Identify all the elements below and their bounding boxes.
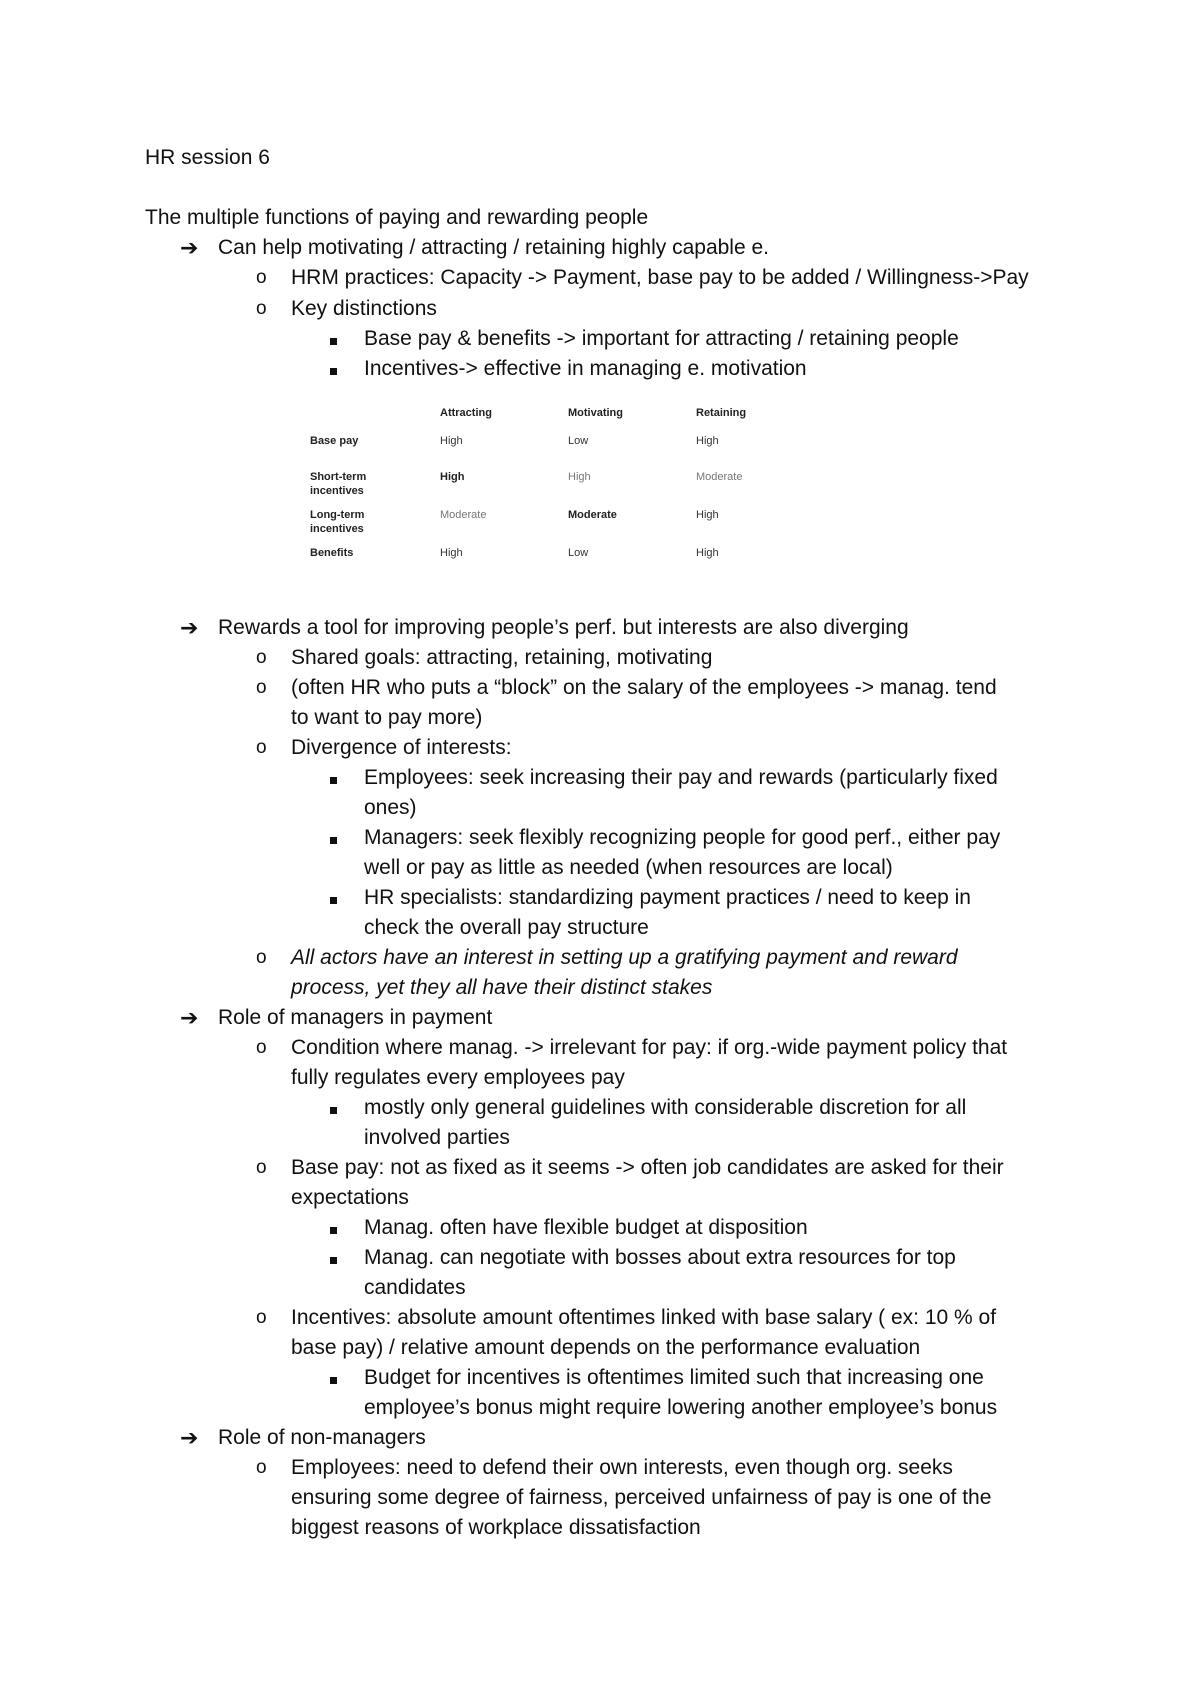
circle-bullet-icon: o (256, 947, 267, 968)
square-bullet-icon (330, 763, 337, 793)
list-item: HRM practices: Capacity -> Payment, base pay to be added / Willingness->Pay (291, 266, 1029, 289)
circle-bullet-icon: o (256, 737, 267, 758)
arrow-bullet-icon: ➔ (180, 615, 199, 640)
list-item: Base pay: not as fixed as it seems -> often job candidates are asked for their (291, 1156, 1004, 1179)
circle-bullet-icon: o (256, 267, 267, 288)
table-cell: Low (568, 435, 589, 447)
rewards-table-image (300, 398, 770, 570)
table-cell: High (440, 435, 463, 447)
table-cell: Moderate (568, 509, 617, 521)
circle-bullet-icon: o (256, 1307, 267, 1328)
square-bullet-icon (330, 883, 337, 913)
table-row-label: Benefits (310, 547, 354, 559)
list-item: ones) (364, 796, 417, 819)
table-row-label: Long-term incentives (310, 509, 365, 535)
list-item: Employees: seek increasing their pay and rewards (particularly fixed (364, 766, 998, 789)
document-title: HR session 6 (145, 146, 270, 169)
list-item: process, yet they all have their distinct stakes (291, 976, 713, 999)
list-item: check the overall pay structure (364, 916, 649, 939)
arrow-bullet-icon: ➔ (180, 235, 199, 260)
table-cell: High (440, 471, 465, 483)
table-header: Motivating (568, 407, 623, 419)
table-row-label: Short-term incentives (310, 471, 367, 497)
table-cell: High (696, 435, 719, 447)
list-item: expectations (291, 1186, 409, 1209)
list-item: (often HR who puts a “block” on the salary of the employees -> manag. tend (291, 676, 997, 699)
square-bullet-icon (330, 1363, 337, 1393)
list-item: Condition where manag. -> irrelevant for pay: if org.-wide payment policy that (291, 1036, 1008, 1059)
list-item: mostly only general guidelines with considerable discretion for all (364, 1096, 967, 1119)
list-item: Key distinctions (291, 297, 437, 320)
list-item: base pay) / relative amount depends on the performance evaluation (291, 1336, 921, 1359)
table-cell: High (440, 547, 463, 559)
list-item: candidates (364, 1276, 466, 1299)
list-item: biggest reasons of workplace dissatisfaction (291, 1516, 701, 1539)
circle-bullet-icon: o (256, 647, 267, 668)
square-bullet-icon (330, 1213, 337, 1243)
table-cell: High (696, 547, 719, 559)
table-header: Attracting (440, 407, 492, 419)
list-item: Employees: need to defend their own interests, even though org. seeks (291, 1456, 953, 1479)
list-item: Role of managers in payment (218, 1006, 493, 1029)
list-item: employee’s bonus might require lowering another employee’s bonus (364, 1396, 998, 1419)
list-item: Divergence of interests: (291, 736, 512, 759)
square-bullet-icon (330, 324, 337, 354)
circle-bullet-icon: o (256, 298, 267, 319)
list-item: fully regulates every employees pay (291, 1066, 625, 1089)
table-cell: High (568, 471, 591, 483)
table-cell: High (696, 509, 719, 521)
circle-bullet-icon: o (256, 1457, 267, 1478)
list-item: ensuring some degree of fairness, perceived unfairness of pay is one of the (291, 1486, 992, 1509)
list-item: Base pay & benefits -> important for attracting / retaining people (364, 327, 959, 350)
list-item: Incentives-> effective in managing e. motivation (364, 357, 807, 380)
list-item: All actors have an interest in setting up a gratifying payment and reward (291, 946, 958, 969)
section-heading: The multiple functions of paying and rewarding people (145, 206, 649, 229)
table-header: Retaining (696, 407, 747, 419)
list-item: involved parties (364, 1126, 510, 1149)
list-item: Role of non-managers (218, 1426, 426, 1449)
square-bullet-icon (330, 1093, 337, 1123)
list-item: Managers: seek flexibly recognizing people for good perf., either pay (364, 826, 1001, 849)
list-item: Can help motivating / attracting / retaining highly capable e. (218, 236, 769, 259)
circle-bullet-icon: o (256, 1157, 267, 1178)
list-item: HR specialists: standardizing payment practices / need to keep in (364, 886, 971, 909)
table-cell: Moderate (696, 471, 743, 483)
list-item: Manag. can negotiate with bosses about extra resources for top (364, 1246, 956, 1269)
table-cell: Low (568, 547, 589, 559)
square-bullet-icon (330, 823, 337, 853)
list-item: Incentives: absolute amount oftentimes linked with base salary ( ex: 10 % of (291, 1306, 997, 1329)
list-item: Budget for incentives is oftentimes limited such that increasing one (364, 1366, 984, 1389)
list-item: well or pay as little as needed (when resources are local) (364, 856, 893, 879)
square-bullet-icon (330, 1243, 337, 1273)
arrow-bullet-icon: ➔ (180, 1005, 199, 1030)
table-cell: Moderate (440, 509, 487, 521)
arrow-bullet-icon: ➔ (180, 1425, 199, 1450)
table-row-label: Base pay (310, 435, 359, 447)
list-item: to want to pay more) (291, 706, 483, 729)
list-item: Shared goals: attracting, retaining, motivating (291, 646, 713, 669)
circle-bullet-icon: o (256, 1037, 267, 1058)
list-item: Rewards a tool for improving people’s perf. but interests are also diverging (218, 616, 909, 639)
list-item: Manag. often have flexible budget at disposition (364, 1216, 808, 1239)
square-bullet-icon (330, 354, 337, 384)
circle-bullet-icon: o (256, 677, 267, 698)
